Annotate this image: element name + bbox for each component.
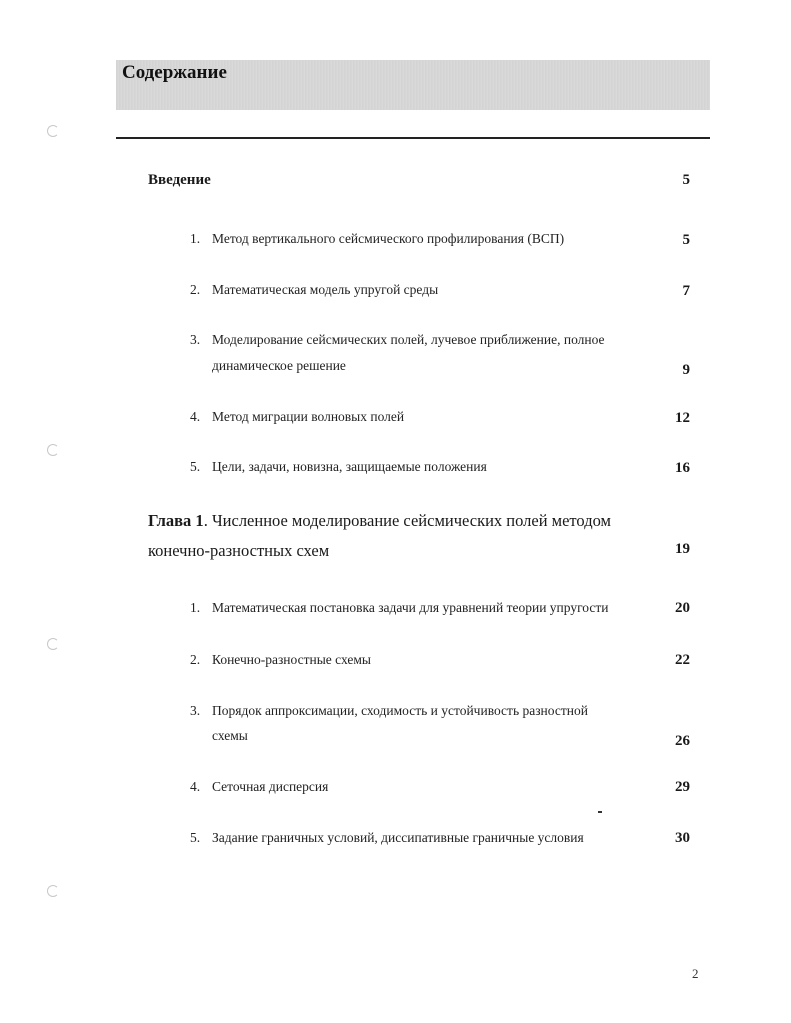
toc-item [190,409,404,425]
toc-item [190,332,605,348]
toc-introduction: Введение [148,172,211,188]
chapter-title: . Численное моделирование сейсмических полей методом [203,511,611,530]
toc-item-text: Порядок аппроксимации, сходимость и устойчивость разностной [212,703,588,718]
punch-hole [47,125,59,137]
toc-item [190,830,584,846]
toc-item [190,703,588,719]
chapter-title-continued: конечно-разностных схем [148,541,330,560]
toc-item-page: 26 [675,733,690,749]
toc-item [190,652,371,668]
toc-item-text: Задание граничных условий, диссипативные граничные условия [212,830,584,845]
toc-item-page: 12 [675,410,690,426]
punch-hole [47,885,59,897]
toc-item-text: Моделирование сейсмических полей, лучевое приближение, полное [212,332,605,347]
toc-item-page: 30 [675,830,690,846]
toc-item-number: 4. [190,779,201,794]
toc-item-text: Метод миграции волновых полей [212,409,405,424]
toc-item-number: 2. [190,282,201,297]
toc-item-number: 5. [190,459,201,474]
toc-item-text: Конечно-разностные схемы [212,652,371,667]
toc-item-text: Цели, задачи, новизна, защищаемые положения [212,459,487,474]
page-number: 2 [692,966,699,981]
toc-item-page: 22 [675,652,690,668]
toc-item-number: 5. [190,830,201,845]
toc-item-page: 7 [682,283,690,299]
header-divider [116,137,710,139]
toc-introduction-page: 5 [682,172,690,188]
punch-hole [47,444,59,456]
toc-item-text-continued: схемы [212,728,248,743]
toc-item-page: 5 [682,232,690,248]
toc-chapter-1-page: 19 [675,541,690,557]
toc-item-number: 2. [190,652,201,667]
toc-item-page: 29 [675,779,690,795]
toc-item-page: 9 [682,362,690,378]
toc-item-text-continued: динамическое решение [212,358,346,373]
scan-artifact-mark [598,811,602,813]
toc-item-text: Метод вертикального сейсмического профилирования (ВСП) [212,231,565,246]
toc-item [190,459,487,475]
toc-item-number: 4. [190,409,201,424]
toc-item-page: 20 [675,600,690,616]
toc-item-text: Математическая постановка задачи для уравнений теории упругости [212,600,609,615]
toc-item-number: 1. [190,600,201,615]
toc-item-text: Сеточная дисперсия [212,779,329,794]
toc-item-number: 3. [190,332,201,347]
toc-item [190,779,328,795]
toc-item-text: Математическая модель упругой среды [212,282,439,297]
toc-item [190,282,438,298]
chapter-label: Глава 1 [148,511,204,530]
punch-hole [47,638,59,650]
toc-item [190,231,564,247]
toc-item-number: 3. [190,703,201,718]
toc-item [190,600,609,616]
toc-item-page: 16 [675,460,690,476]
toc-chapter-1 [148,511,611,531]
page-title: Содержание [122,62,227,83]
toc-item-number: 1. [190,231,201,246]
